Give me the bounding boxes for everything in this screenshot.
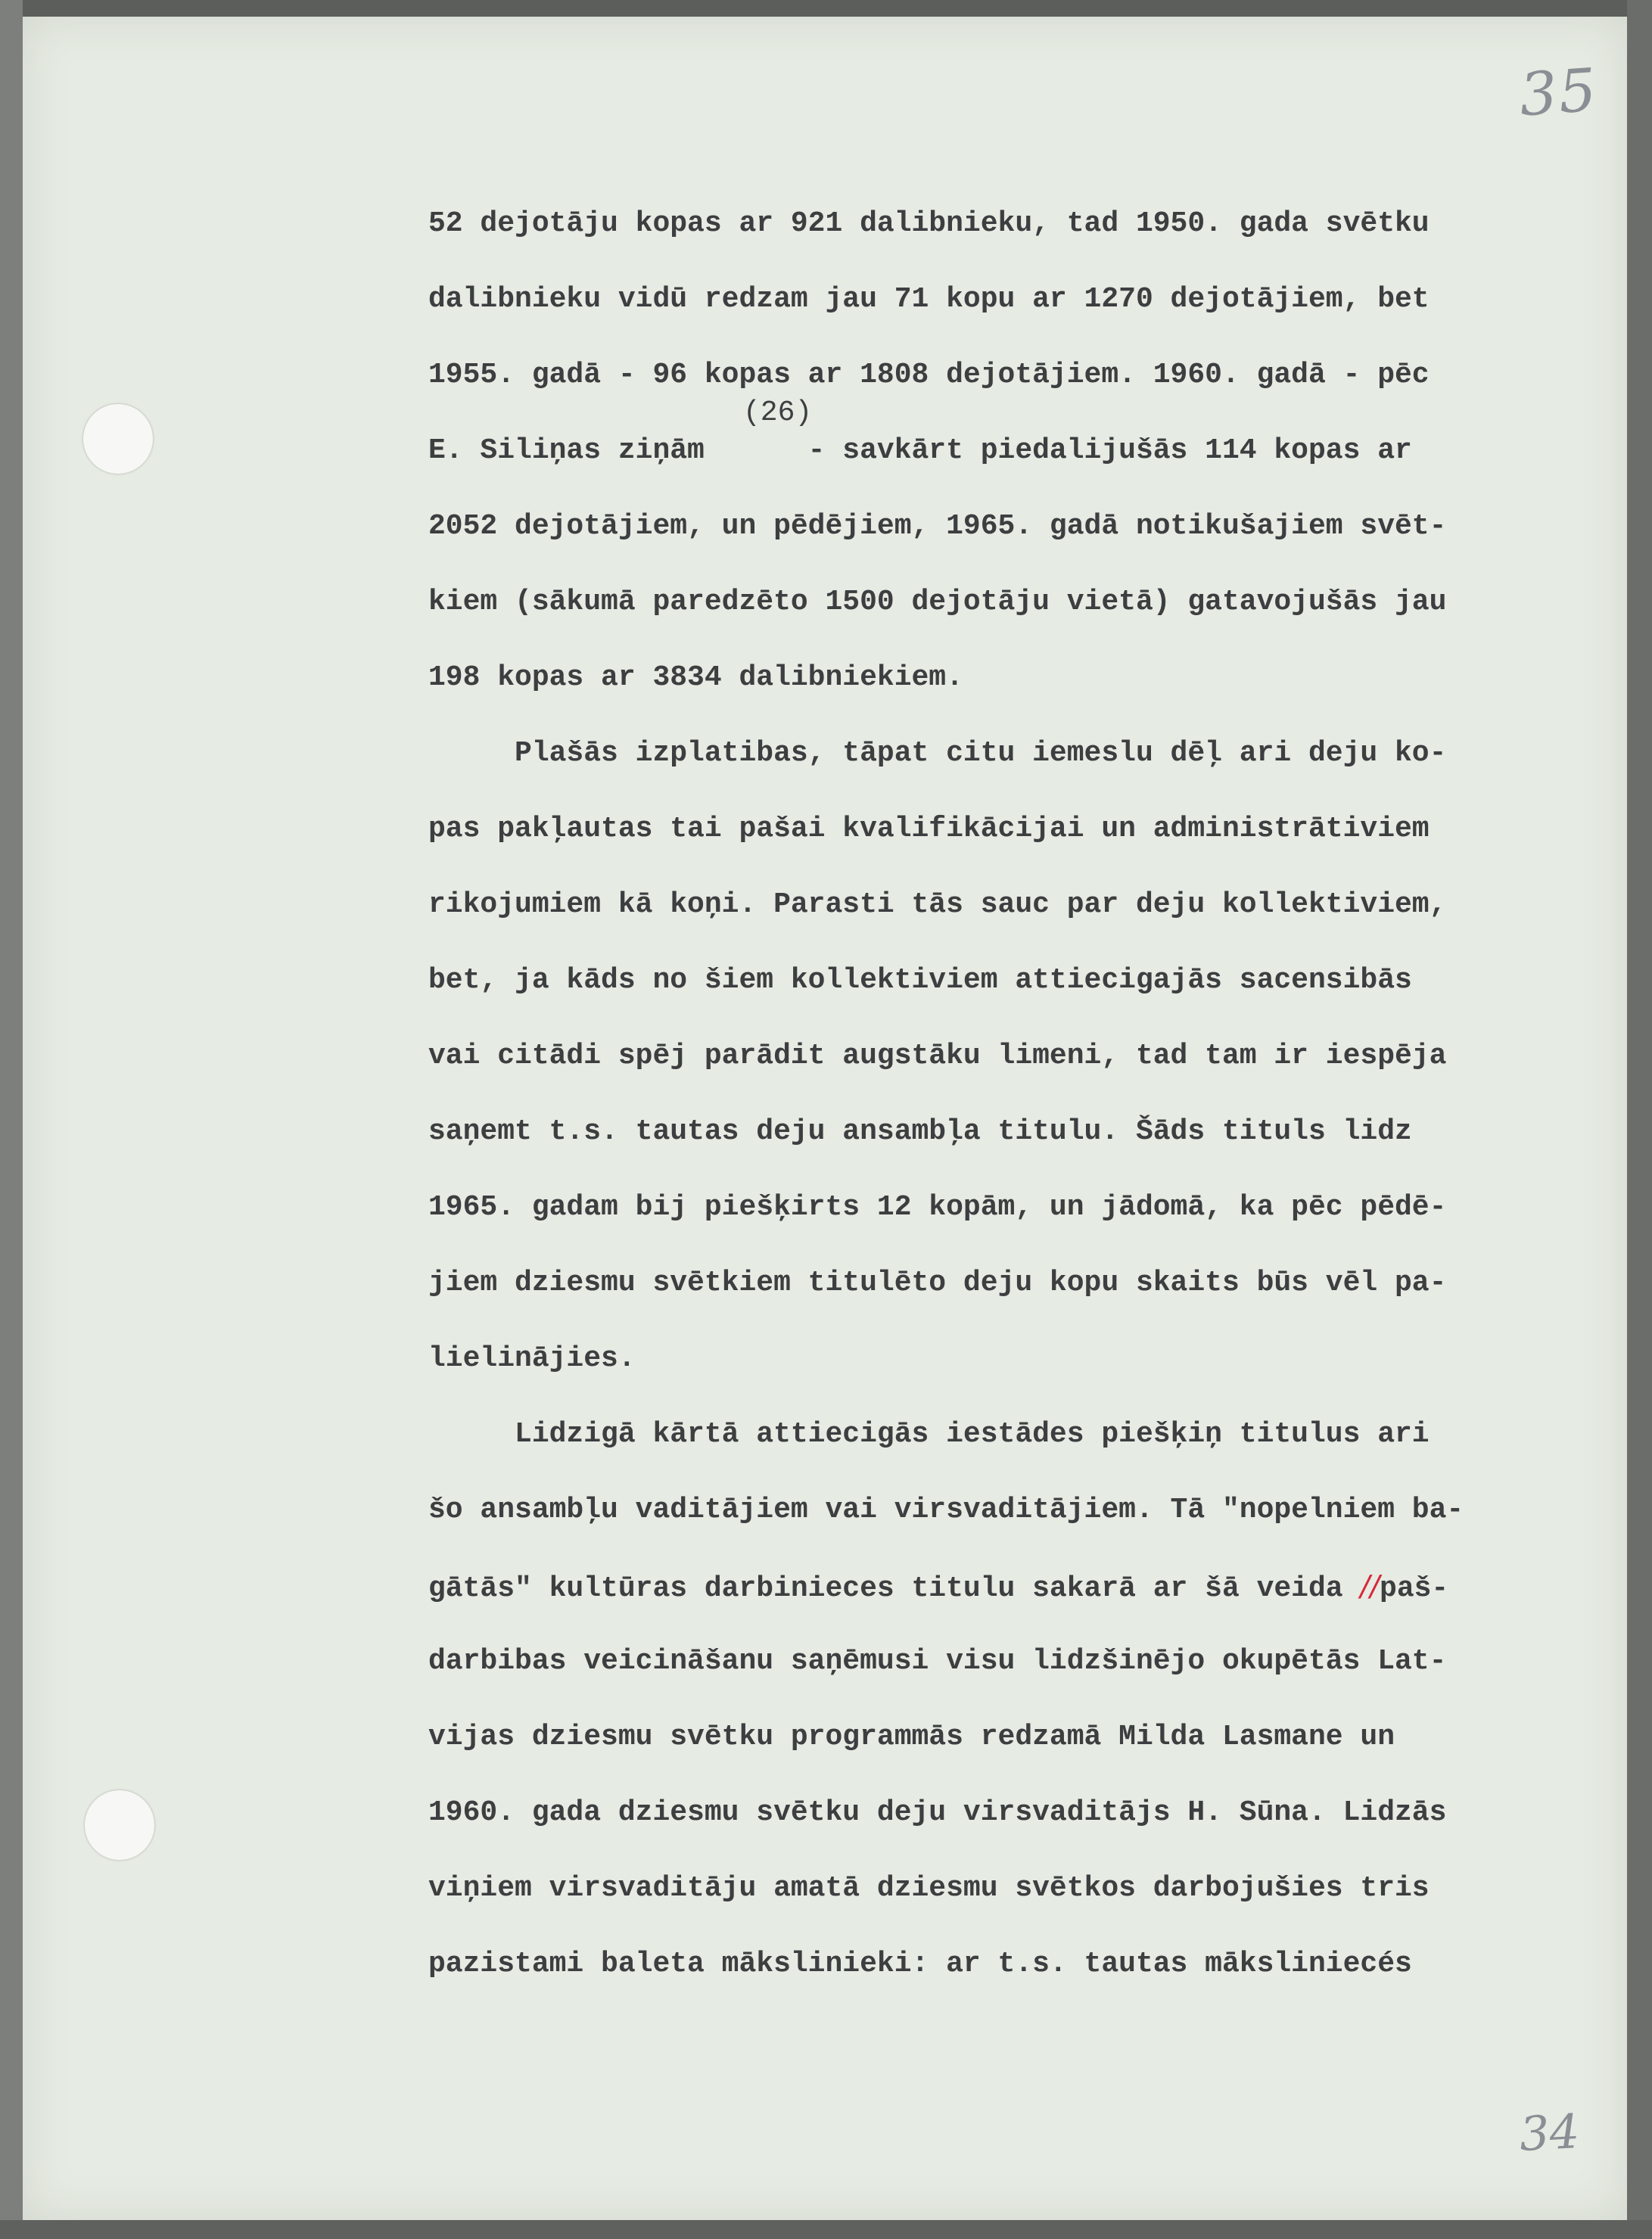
- text-line: pazistami baleta mākslinieki: ar t.s. tautas māksliniecés: [428, 1948, 1412, 1980]
- text-line-with-correction: [428, 1562, 1563, 1637]
- handwritten-page-number-top: 35: [1517, 56, 1601, 130]
- scanner-border-bottom: [0, 2220, 1652, 2239]
- text-line: viņiem virsvaditāju amatā dziesmu svētkos darbojušies tris: [428, 1872, 1430, 1905]
- text-line: vijas dziesmu svētku programmās redzamā Milda Lasmane un: [428, 1721, 1395, 1753]
- text-line: bet, ja kāds no šiem kollektiviem attiecigajās sacensibās: [428, 964, 1412, 997]
- text-line: saņemt t.s. tautas deju ansambļa titulu. Šāds tituls lidz: [428, 1115, 1412, 1148]
- text-line: 1955. gadā - 96 kopas ar 1808 dejotājiem. 1960. gadā - pēc: [428, 359, 1430, 391]
- text-line: vai citādi spēj parādit augstāku limeni, tad tam ir iespēja: [428, 1040, 1447, 1072]
- text-line: jiem dziesmu svētkiem titulēto deju kopu skaits būs vēl pa-: [428, 1267, 1447, 1299]
- text-line: dalibnieku vidū redzam jau 71 kopu ar 1270 dejotājiem, bet: [428, 283, 1430, 316]
- text-line: rikojumiem kā koņi. Parasti tās sauc par deju kollektiviem,: [428, 888, 1447, 921]
- text-line: 2052 dejotājiem, un pēdējiem, 1965. gadā notikušajiem svēt-: [428, 510, 1447, 543]
- punch-hole-top: [83, 404, 153, 474]
- scanner-border-left: [0, 0, 23, 2239]
- text-line: kiem (sākumā paredzēto 1500 dejotāju vietā) gatavojušās jau: [428, 586, 1447, 618]
- red-correction-mark: //: [1360, 1569, 1380, 1603]
- text-line: lielinājies.: [428, 1342, 636, 1375]
- text-line: Lidzigā kārtā attiecigās iestādes piešķiņ titulus ari: [428, 1418, 1430, 1451]
- text-line: darbibas veicināšanu saņēmusi visu lidzšinējo okupētās Lat-: [428, 1645, 1447, 1678]
- scanner-border-right: [1627, 0, 1652, 2239]
- text-line: pas pakļautas tai pašai kvalifikācijai un administrātiviem: [428, 813, 1430, 845]
- text-line: šo ansambļu vaditājiem vai virsvaditājiem. Tā "nopelniem ba-: [428, 1494, 1464, 1526]
- text-segment: gātās" kultūras darbinieces titulu sakarā ar šā veida: [428, 1572, 1361, 1605]
- footnote-reference-annotation: (26): [743, 396, 813, 429]
- handwritten-page-number-bottom: 34: [1518, 2103, 1581, 2163]
- text-line: 1965. gadam bij piešķirts 12 kopām, un jādomā, ka pēc pēdē-: [428, 1191, 1447, 1224]
- text-line: 52 dejotāju kopas ar 921 dalibnieku, tad 1950. gada svētku: [428, 207, 1430, 240]
- text-line: E. Siliņas ziņām - savkārt piedalijušās 114 kopas ar: [428, 434, 1412, 467]
- text-line: 1960. gada dziesmu svētku deju virsvaditājs H. Sūna. Lidzās: [428, 1796, 1447, 1829]
- text-segment: paš-: [1380, 1572, 1449, 1605]
- text-line: 198 kopas ar 3834 dalibniekiem.: [428, 661, 963, 694]
- typewritten-body: [428, 200, 1563, 2016]
- text-line: Plašās izplatibas, tāpat citu iemeslu dēļ ari deju ko-: [428, 737, 1447, 770]
- punch-hole-bottom: [85, 1790, 154, 1860]
